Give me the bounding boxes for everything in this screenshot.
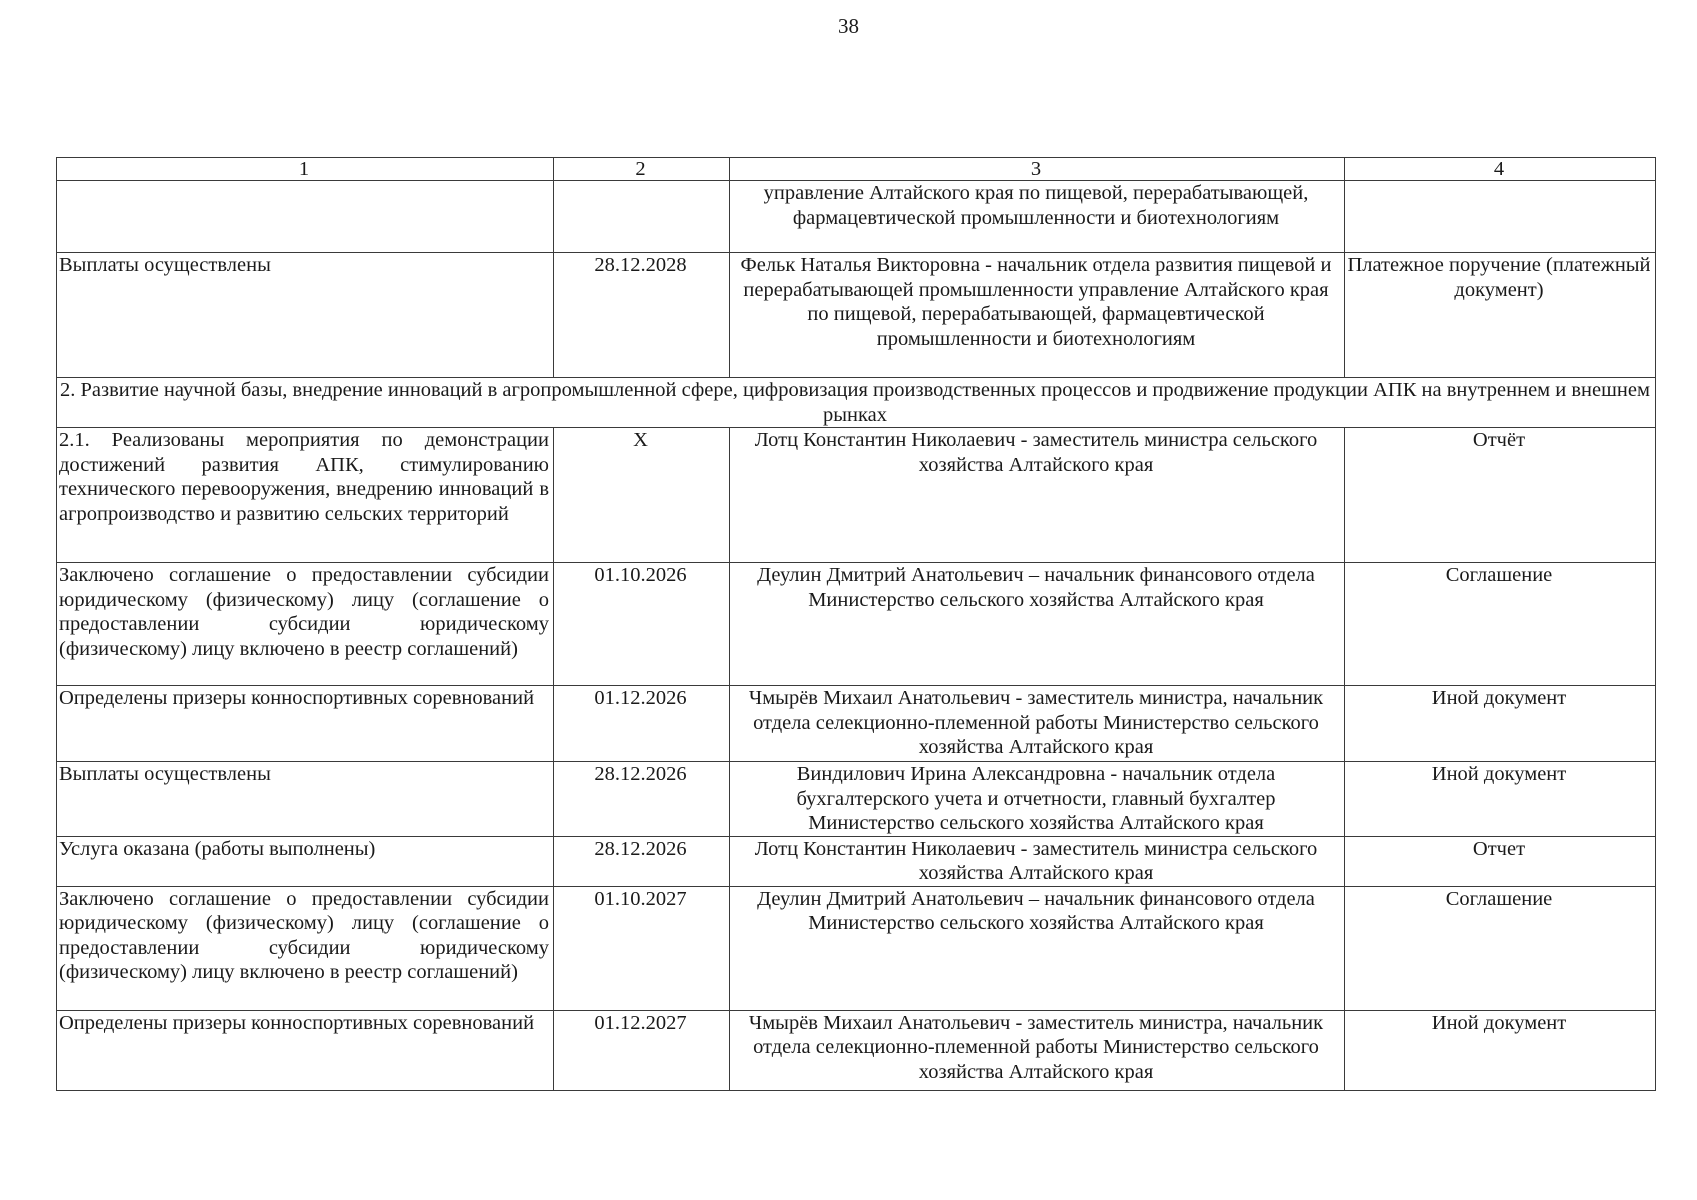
header-cell-2: 2: [554, 158, 730, 181]
responsible-cell: управление Алтайского края по пищевой, перерабатывающей, фармацевтической промышленности и биотехнологиям: [730, 181, 1345, 253]
document-type-cell: Платежное поручение (платежный документ): [1345, 253, 1656, 378]
header-cell-4: 4: [1345, 158, 1656, 181]
result-cell: Выплаты осуществлены: [57, 762, 554, 837]
responsible-cell: Деулин Дмитрий Анатольевич – начальник финансового отдела Министерство сельского хозяйства Алтайского края: [730, 563, 1345, 686]
document-type-cell: Иной документ: [1345, 1010, 1656, 1090]
responsible-cell: Лотц Константин Николаевич - заместитель министра сельского хозяйства Алтайского края: [730, 836, 1345, 886]
date-cell: 28.12.2026: [554, 762, 730, 837]
document-type-cell: Соглашение: [1345, 886, 1656, 1010]
section-row: [57, 378, 1656, 428]
table-row: [57, 762, 1656, 837]
table-row: [57, 836, 1656, 886]
table-row: [57, 181, 1656, 253]
header-cell-1: 1: [57, 158, 554, 181]
date-cell: 01.10.2027: [554, 886, 730, 1010]
table-row: [57, 1010, 1656, 1090]
header-cell-3: 3: [730, 158, 1345, 181]
result-cell: Заключено соглашение о предоставлении субсидии юридическому (физическому) лицу (соглашение о предоставлении субсидии юридическому (физическому) лицу включено в реестр соглашений): [57, 563, 554, 686]
responsible-cell: Деулин Дмитрий Анатольевич – начальник финансового отдела Министерство сельского хозяйства Алтайского края: [730, 886, 1345, 1010]
document-type-cell: Отчет: [1345, 836, 1656, 886]
date-cell: 28.12.2026: [554, 836, 730, 886]
responsible-cell: Чмырёв Михаил Анатольевич - заместитель министра, начальник отдела селекционно-племенной работы Министерство сельского хозяйства Алтайского края: [730, 686, 1345, 762]
document-table: [56, 157, 1656, 1091]
result-cell: Услуга оказана (работы выполнены): [57, 836, 554, 886]
table-row: [57, 886, 1656, 1010]
date-cell: 01.10.2026: [554, 563, 730, 686]
table-row: [57, 563, 1656, 686]
date-cell: 01.12.2027: [554, 1010, 730, 1090]
document-type-cell: Иной документ: [1345, 686, 1656, 762]
result-cell: Определены призеры конноспортивных соревнований: [57, 1010, 554, 1090]
responsible-cell: Виндилович Ирина Александровна - начальник отдела бухгалтерского учета и отчетности, главный бухгалтер Министерство сельского хозяйства Алтайского края: [730, 762, 1345, 837]
document-type-cell: Отчёт: [1345, 428, 1656, 563]
date-cell: 28.12.2028: [554, 253, 730, 378]
result-cell: [57, 181, 554, 253]
result-cell: Выплаты осуществлены: [57, 253, 554, 378]
table-header-row: [57, 158, 1656, 181]
responsible-cell: Лотц Константин Николаевич - заместитель министра сельского хозяйства Алтайского края: [730, 428, 1345, 563]
result-cell: Заключено соглашение о предоставлении субсидии юридическому (физическому) лицу (соглашение о предоставлении субсидии юридическому (физическому) лицу включено в реестр соглашений): [57, 886, 554, 1010]
page-number: 38: [838, 14, 859, 38]
document-type-cell: Соглашение: [1345, 563, 1656, 686]
section-heading: 2. Развитие научной базы, внедрение инноваций в агропромышленной сфере, цифровизация производственных процессов и продвижение продукции АПК на внутреннем и внешнем рынках: [57, 378, 1656, 428]
document-type-cell: Иной документ: [1345, 762, 1656, 837]
table-row: [57, 253, 1656, 378]
document-type-cell: [1345, 181, 1656, 253]
table-row: [57, 428, 1656, 563]
date-cell: [554, 181, 730, 253]
result-cell: 2.1. Реализованы мероприятия по демонстрации достижений развития АПК, стимулированию технического перевооружения, внедрению инноваций в агропроизводство и развитию сельских территорий: [57, 428, 554, 563]
date-cell: X: [554, 428, 730, 563]
result-cell: Определены призеры конноспортивных соревнований: [57, 686, 554, 762]
responsible-cell: Чмырёв Михаил Анатольевич - заместитель министра, начальник отдела селекционно-племенной работы Министерство сельского хозяйства Алтайского края: [730, 1010, 1345, 1090]
table-row: [57, 686, 1656, 762]
date-cell: 01.12.2026: [554, 686, 730, 762]
responsible-cell: Фельк Наталья Викторовна - начальник отдела развития пищевой и перерабатывающей промышленности управление Алтайского края по пищевой, перерабатывающей, фармацевтической промышленности и биотехнологиям: [730, 253, 1345, 378]
